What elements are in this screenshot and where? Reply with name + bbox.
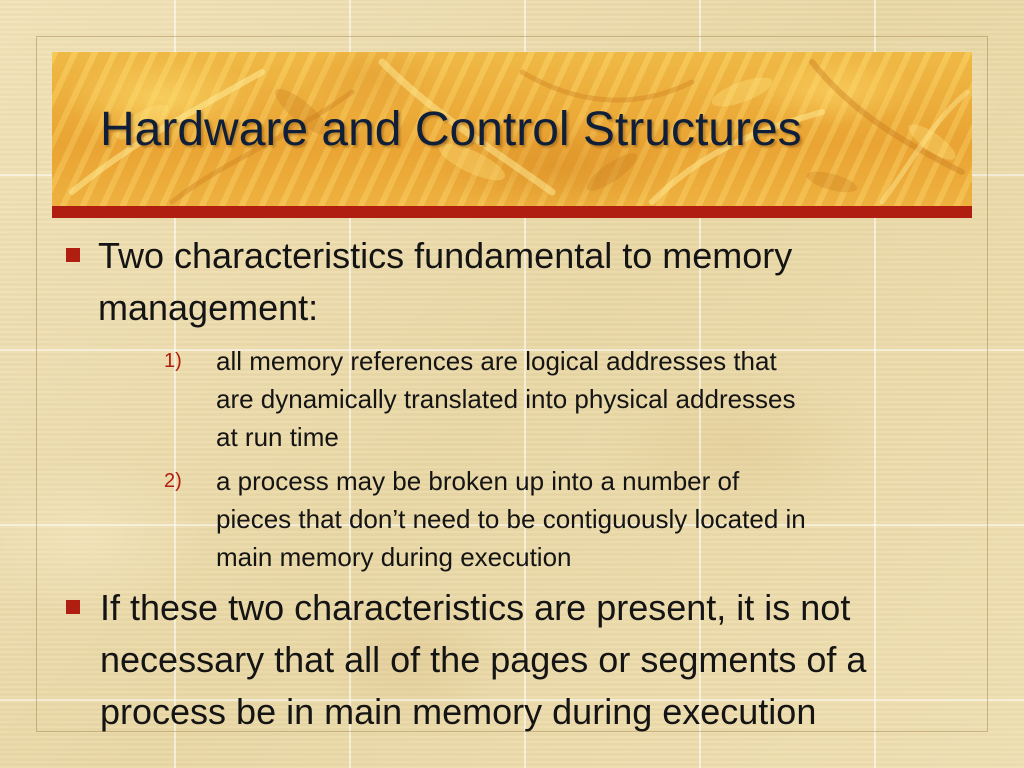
numbered-list-item (60, 462, 816, 576)
numbered-list-item (60, 342, 816, 456)
numbered-sublist (60, 342, 980, 576)
title-banner (52, 52, 972, 206)
list-number: 2) (164, 470, 182, 492)
title-divider (52, 206, 972, 218)
slide-body (60, 230, 980, 738)
list-item-text: a process may be broken up into a number of pieces that don’t need to be contiguously located in main memory during execution (216, 466, 806, 572)
square-bullet-icon (66, 600, 80, 614)
bullet-item (60, 230, 938, 334)
square-bullet-icon (66, 248, 80, 262)
bullet-text: If these two characteristics are present, it is not necessary that all of the pages or segments of a process be in main memory during execution (100, 587, 867, 732)
bullet-item (60, 582, 980, 738)
list-item-text: all memory references are logical addresses that are dynamically translated into physical addresses at run time (216, 346, 796, 452)
slide-title: Hardware and Control Structures (100, 103, 802, 156)
list-number: 1) (164, 350, 182, 372)
bullet-text: Two characteristics fundamental to memory management: (98, 235, 793, 328)
